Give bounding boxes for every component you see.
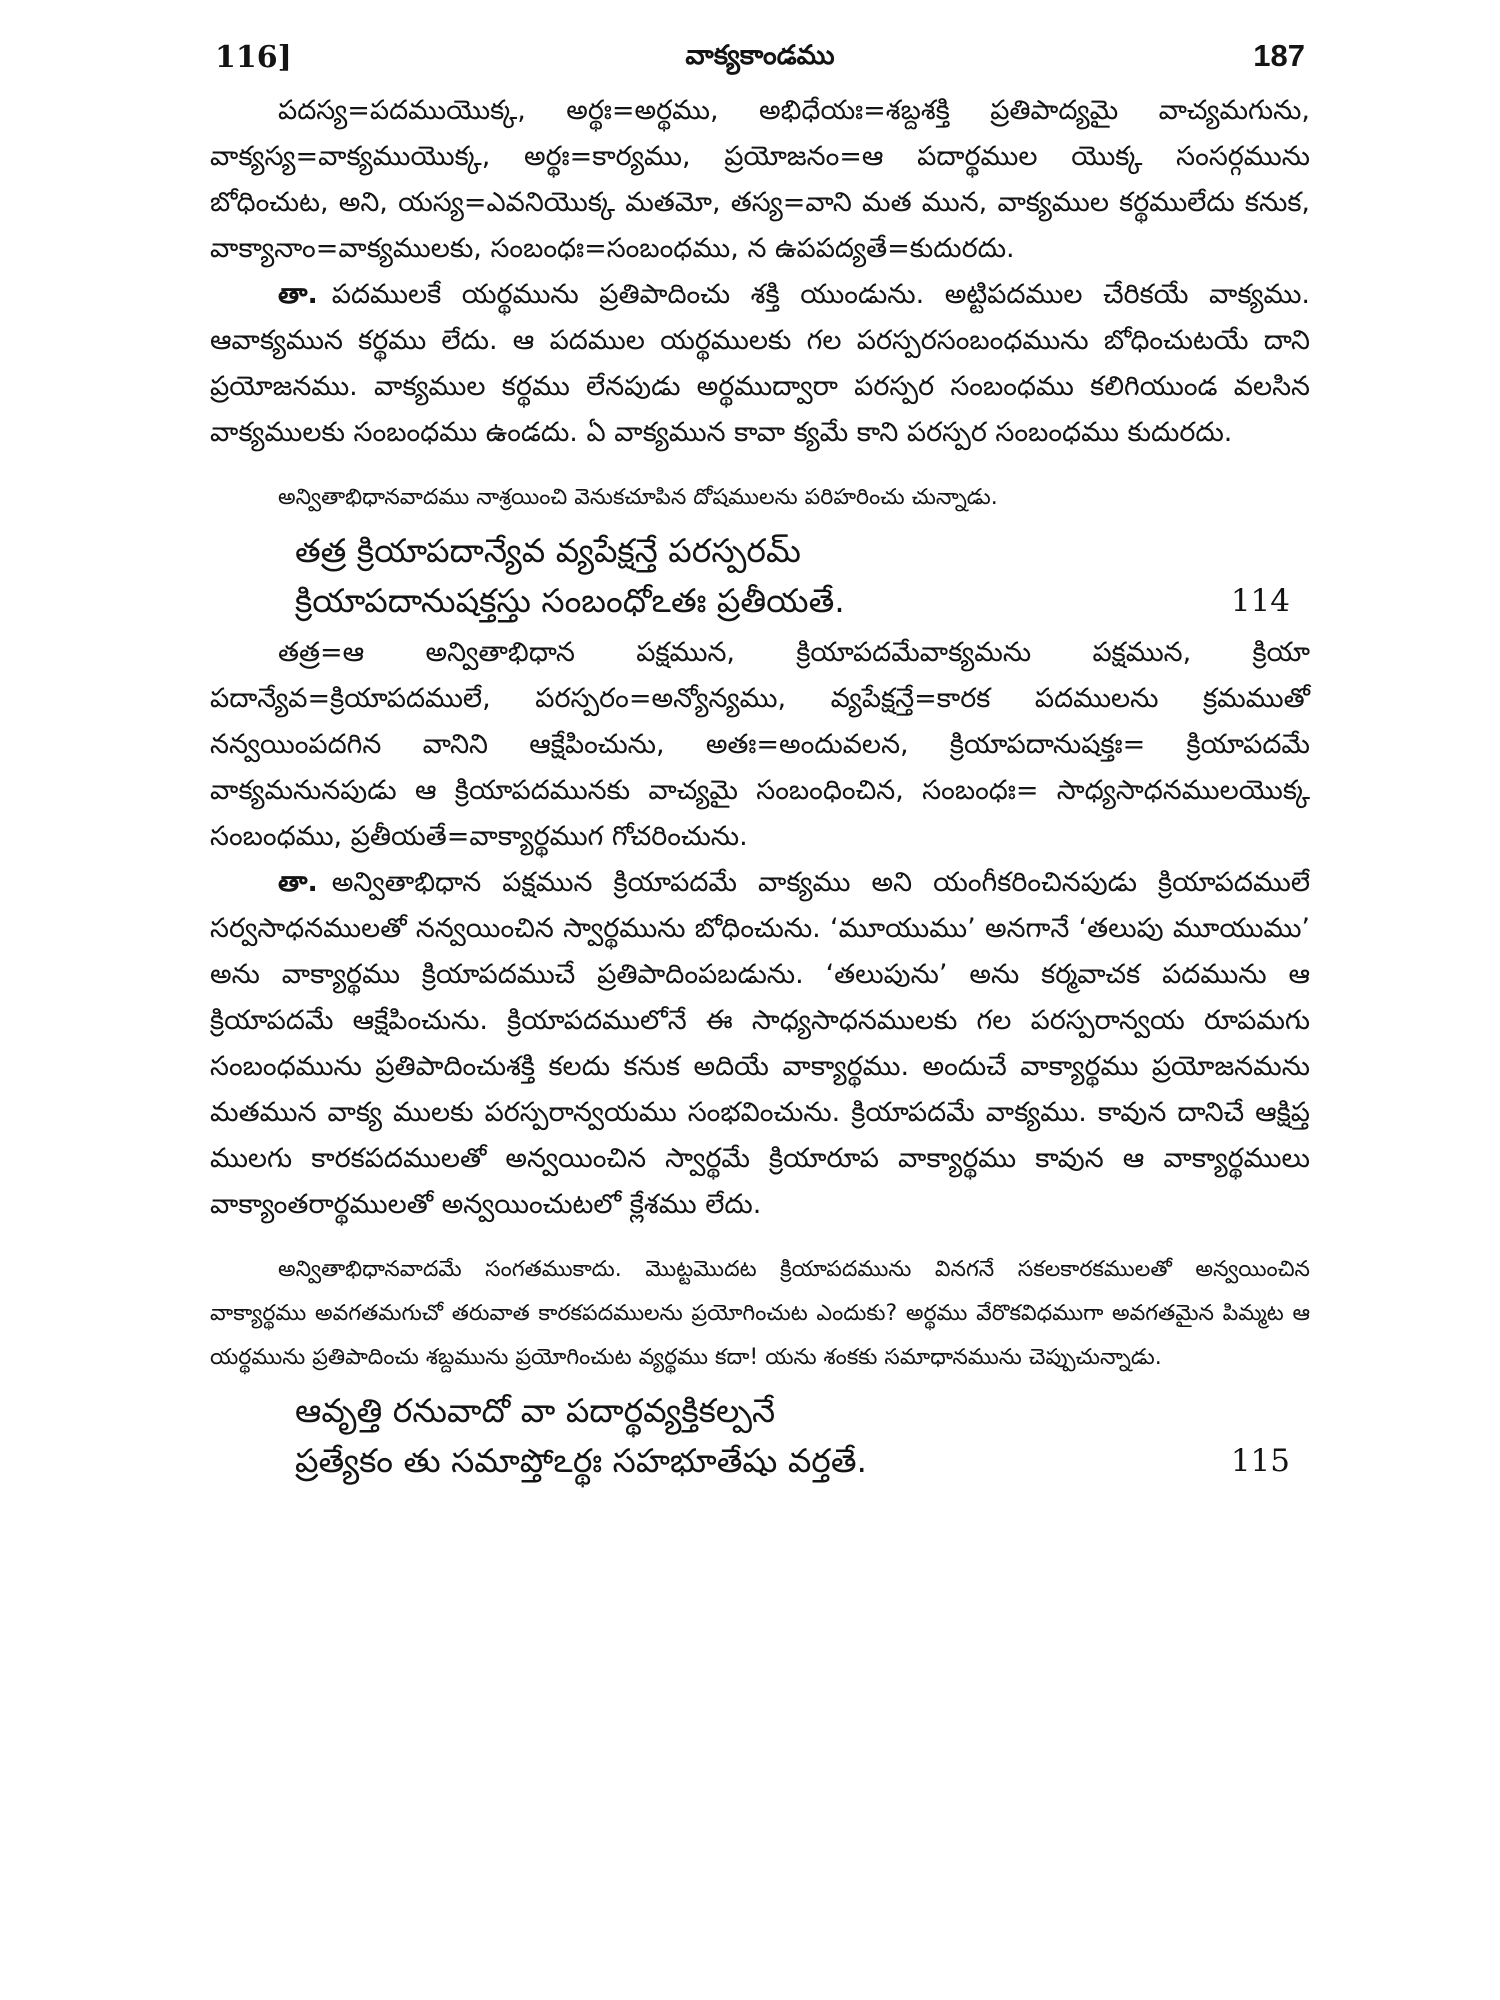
verse-number: 114 xyxy=(1230,583,1290,619)
word-gloss-paragraph: తత్ర=ఆ అన్వితాభిధాన పక్షమున, క్రియాపదమేవాక్యమను పక్షమున, క్రియా పదాన్యేవ=క్రియాపదములే, పరస్పరం=అన్యోన్యము, వ్యపేక్షన్తే=కారక పదములను క్రమముతో నన్వయింపదగిన వానిని ఆక్షేపించును, అతః=అందువలన, క్రియాపదానుషక్తః= క్రియాపదమే వాక్యమనునపుడు ఆ క్రియాపదమునకు వాచ్యమై సంబంధించిన, సంబంధః= సాధ్యసాధనములయొక్క సంబంధము, ప్రతీయతే=వాక్యార్థముగ గోచరించును. xyxy=(210,637,1310,852)
explanation-label: తా. xyxy=(278,867,318,898)
explanation-text: అన్వితాభిధాన పక్షమున క్రియాపదమే వాక్యము అని యంగీకరించినపుడు క్రియాపదములే సర్వసాధనములతో నన్వయించిన స్వార్థమును బోధించును. ‘మూయుము’ అనగానే ‘తలుపు మూయుము’ అను వాక్యార్థము క్రియాపదముచే ప్రతిపాదింపబడును. ‘తలుపును’ అను కర్మవాచక పదమును ఆ క్రియాపదమే ఆక్షేపించును. క్రియాపదములోనే ఈ సాధ్యసాధనములకు గల పరస్పరాన్వయ రూపమగు సంబంధమును ప్రతిపాదించుశక్తి కలదు కనుక అదియే వాక్యార్థము. అందుచే వాక్యార్థము ప్రయోజనమను మతమున వాక్య ములకు పరస్పరాన్వయము సంభవించును. క్రియాపదమే వాక్యము. కావున దానిచే ఆక్షిప్త ములగు కారకపదములతో అన్వయించిన స్వార్థమే క్రియారూప వాక్యార్థము కావున ఆ వాక్యార్థములు వాక్యాంతరార్థములతో అన్వయించుటలో క్లేశము లేదు. xyxy=(210,867,1310,1220)
verse-line: క్రియాపదానుషక్తస్తు సంబంధోఽతః ప్రతీయతే. 114 xyxy=(295,576,1310,626)
verse-introduction: అన్వితాభిధానవాదమే సంగతముకాదు. మొట్టమొదట క్రియాపదమును వినగనే సకలకారకములతో అన్వయించిన వాక్యార్థము అవగతమగుచో తరువాత కారకపదములను ప్రయోగించుట ఎందుకు? అర్థము వేరొకవిధముగా అవగతమైన పిమ్మట ఆ యర్థమును ప్రతిపాదించు శబ్దమును ప్రయోగించుట వ్యర్థము కదా! యను శంకకు సమాధానమును చెప్పుచున్నాడు. xyxy=(210,1257,1310,1370)
verse-line: తత్ర క్రియాపదాన్యేవ వ్యపేక్షన్తే పరస్పరమ్ xyxy=(295,531,801,570)
explanation-paragraph xyxy=(210,860,1310,1228)
word-gloss-paragraph: పదస్య=పదముయొక్క, అర్థః=అర్థము, అభిధేయః=శబ్దశక్తి ప్రతిపాద్యమై వాచ్యమగును, వాక్యస్య=వాక్యముయొక్క, అర్థః=కార్యము, ప్రయోజనం=ఆ పదార్థముల యొక్క సంసర్గమును బోధించుట, అని, యస్య=ఎవనియొక్క మతమో, తస్య=వాని మత మున, వాక్యముల కర్థములేదు కనుక, వాక్యానాం=వాక్యములకు, సంబంధః=సంబంధము, న ఉపపద్యతే=కుదురదు. xyxy=(210,95,1310,264)
explanation-text: పదములకే యర్థమును ప్రతిపాదించు శక్తి యుండును. అట్టిపదముల చేరికయే వాక్యము. ఆవాక్యమున కర్థము లేదు. ఆ పదముల యర్థములకు గల పరస్పరసంబంధమును బోధించుటయే దాని ప్రయోజనము. వాక్యముల కర్థము లేనపుడు అర్థముద్వారా పరస్పర సంబంధము కలిగియుండ వలసిన వాక్యములకు సంబంధము ఉండదు. ఏ వాక్యమున కావా క్యమే కాని పరస్పర సంబంధము కుదురదు. xyxy=(210,279,1310,448)
verse-block xyxy=(210,1386,1310,1486)
verse-line: ఆవృత్తి రనువాదో వా పదార్థవ్యక్తికల్పనే xyxy=(295,1391,776,1430)
verse-block xyxy=(210,526,1310,626)
verse-introduction: అన్వితాభిధానవాదము నాశ్రయించి వెనుకచూపిన దోషములను పరిహరించు చున్నాడు. xyxy=(278,485,998,510)
verse-line: ప్రత్యేకం తు సమాప్తోఽర్థః సహభూతేషు వర్తతే. 115 xyxy=(295,1436,1310,1486)
running-title: వాక్యకాండము xyxy=(685,40,835,71)
explanation-label: తా. xyxy=(278,279,318,310)
page-header xyxy=(210,28,1310,88)
verse-number: 115 xyxy=(1230,1443,1290,1479)
page-number: 187 xyxy=(1253,38,1305,73)
section-number: 116] xyxy=(215,40,292,75)
explanation-paragraph xyxy=(210,272,1310,456)
